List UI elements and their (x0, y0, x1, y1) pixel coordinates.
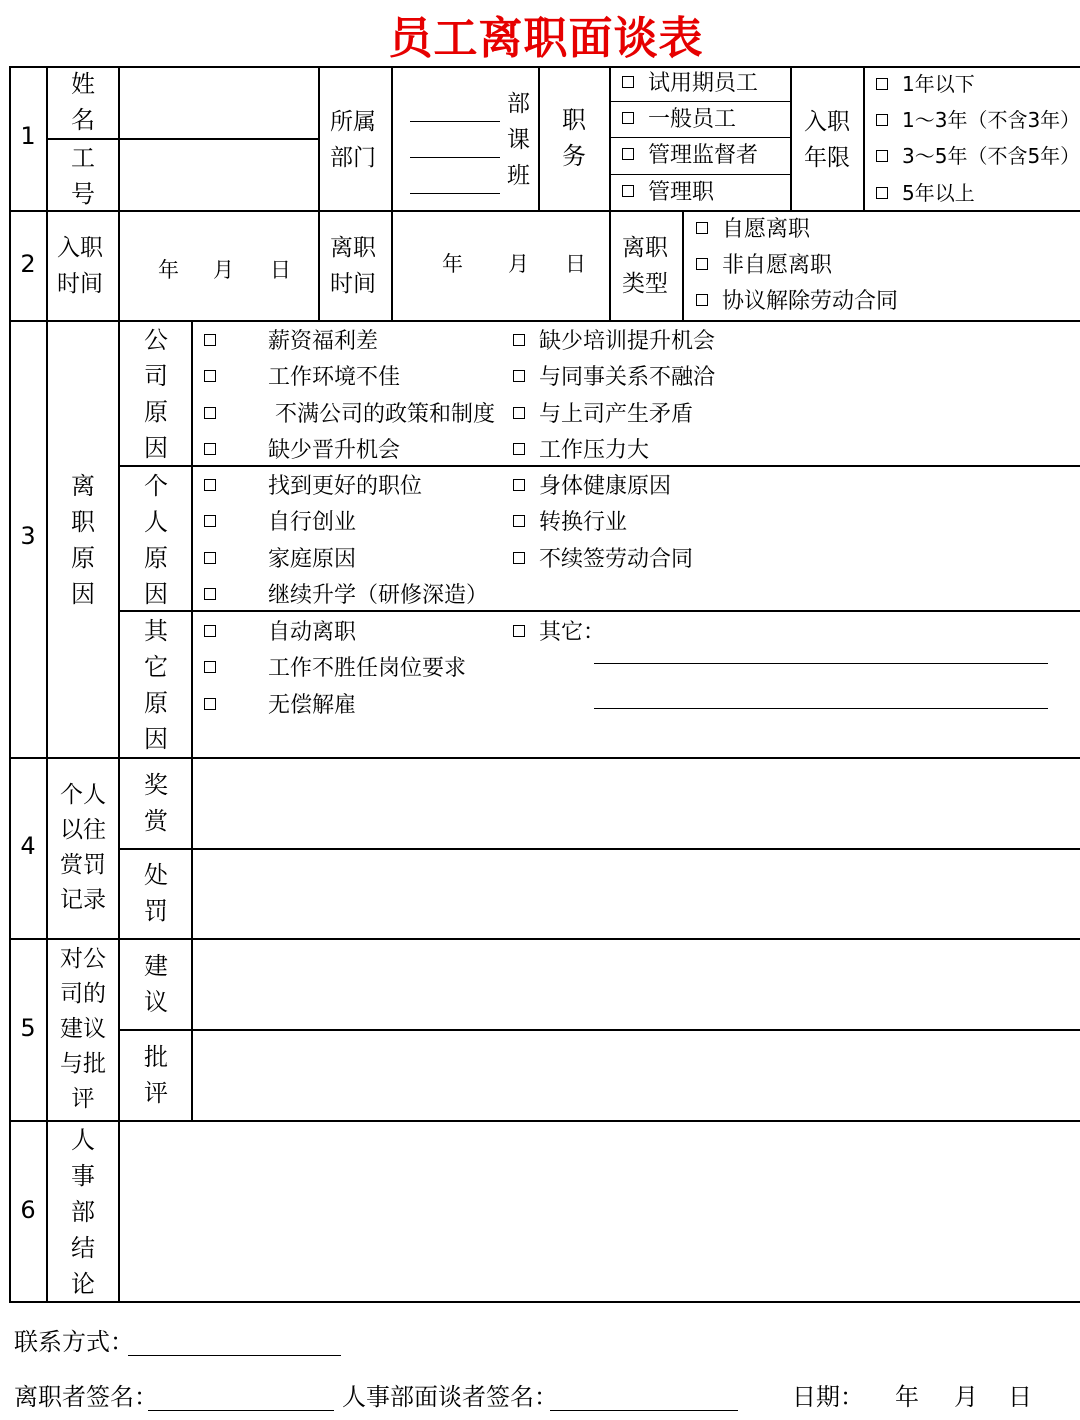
checkbox[interactable] (513, 552, 525, 564)
personal-reason-left-2[interactable] (204, 542, 356, 578)
suggest-label: 建 议 (144, 952, 168, 1016)
tenure-option-2[interactable]: 1～3年（不含3年） (876, 102, 1080, 138)
row-number-1: 1 (20, 122, 36, 150)
checkbox[interactable] (513, 515, 525, 527)
personal-reason-left-1[interactable] (204, 505, 356, 541)
checkbox[interactable] (622, 185, 634, 197)
other-reason-right-0[interactable] (513, 615, 605, 651)
checkbox[interactable] (513, 443, 525, 455)
company-reason-right-3[interactable] (513, 433, 649, 469)
grid-line (609, 66, 611, 321)
tenure-option-4[interactable]: 5年以上 (876, 175, 975, 211)
reward-field[interactable] (193, 760, 1070, 848)
name-label: 姓 名 (71, 70, 95, 134)
other-reason-blank-1[interactable] (594, 663, 1048, 664)
leave-type-involuntary[interactable]: 非自愿离职 (696, 248, 832, 284)
personal-reason-right-1[interactable] (513, 505, 627, 541)
hr-conclusion-label: 人 事 部 结 论 (71, 1126, 95, 1298)
tenure-option-3[interactable]: 3～5年（不含5年） (876, 138, 1080, 174)
position-option-trial[interactable]: 试用期员工 (622, 66, 758, 102)
reason-text: 无偿解雇 (268, 692, 357, 718)
leave-type-label-2: 类型 (622, 271, 668, 297)
company-reason-left-0[interactable] (204, 324, 378, 360)
checkbox[interactable] (204, 588, 216, 600)
date-day: 日 (1008, 1383, 1032, 1411)
other-reason-left-0[interactable] (204, 615, 356, 651)
date-month: 月 (954, 1383, 978, 1411)
reason-text: 工作环境不佳 (268, 365, 401, 391)
checkbox[interactable] (513, 334, 525, 346)
row-number-4: 4 (20, 832, 36, 860)
name-field[interactable] (121, 68, 318, 138)
dept-unit-bu: 部 (507, 91, 530, 117)
checkbox[interactable] (513, 479, 525, 491)
reason-text: 转换行业 (539, 510, 628, 536)
position-option-general[interactable]: 一般员工 (622, 102, 736, 138)
employee-id-label: 工 号 (71, 144, 95, 208)
critique-label: 批 评 (144, 1043, 168, 1107)
checkbox[interactable] (204, 370, 216, 382)
hr-sign-field[interactable] (550, 1410, 738, 1411)
join-day: 日 (270, 258, 291, 282)
leave-month: 月 (508, 252, 529, 276)
reason-text: 身体健康原因 (539, 474, 672, 499)
reason-label: 离 职 原 因 (71, 472, 95, 608)
company-reason-left-1[interactable] (204, 360, 400, 396)
checkbox[interactable] (876, 187, 888, 199)
company-reason-left-3[interactable] (204, 433, 400, 469)
dept-unit-ban: 班 (507, 163, 530, 189)
leave-type-label-1: 离职 (622, 235, 668, 261)
row-number-6: 6 (20, 1196, 36, 1224)
checkbox[interactable] (696, 258, 708, 270)
checkbox[interactable] (513, 407, 525, 419)
grid-line (790, 66, 792, 211)
dept-blank-1[interactable] (410, 121, 500, 122)
checkbox[interactable] (696, 222, 708, 234)
checkbox[interactable] (204, 698, 216, 710)
suggestion-criticism-label: 对公 司的 建议 与批 评 (60, 946, 106, 1112)
reason-text: 与上司产生矛盾 (539, 401, 694, 427)
leave-type-voluntary[interactable]: 自愿离职 (696, 212, 810, 248)
company-reason-right-2[interactable] (513, 397, 693, 433)
date-label: 日期： (792, 1383, 864, 1411)
reason-text: 工作压力大 (539, 437, 650, 463)
checkbox[interactable] (513, 625, 525, 637)
personal-reason-right-2[interactable] (513, 542, 693, 578)
checkbox[interactable] (876, 114, 888, 126)
reason-text: 其它： (539, 620, 606, 645)
hr-sign-label: 人事部面谈者签名： (342, 1383, 558, 1411)
checkbox[interactable] (204, 334, 216, 346)
leave-year: 年 (442, 252, 463, 276)
checkbox[interactable] (204, 625, 216, 637)
suggest-field[interactable] (193, 941, 1070, 1029)
checkbox[interactable] (204, 515, 216, 527)
other-reason-left-2[interactable] (204, 688, 356, 724)
row-number-2: 2 (20, 250, 36, 278)
other-reason-label: 其 它 原 因 (144, 617, 168, 753)
grid-line (9, 1120, 1080, 1122)
leaver-sign-label: 离职者签名： (14, 1383, 158, 1411)
leave-day: 日 (565, 252, 586, 276)
personal-reason-right-0[interactable] (513, 469, 671, 505)
checkbox[interactable] (204, 552, 216, 564)
reason-text: 缺少晋升机会 (268, 437, 401, 463)
checkbox[interactable] (622, 148, 634, 160)
personal-reason-left-3[interactable] (204, 578, 488, 614)
reason-text: 继续升学（研修深造） (268, 582, 489, 608)
position-option-management[interactable]: 管理职 (622, 175, 714, 211)
reward-record-label: 个人 以往 赏罚 记录 (60, 782, 106, 913)
reason-text: 自行创业 (268, 510, 357, 536)
hr-conclusion-field[interactable] (121, 1123, 1070, 1301)
tenure-option-1[interactable]: 1年以下 (876, 66, 975, 102)
checkbox[interactable] (513, 370, 525, 382)
checkbox[interactable] (622, 76, 634, 88)
personal-reason-label: 个 人 原 因 (144, 472, 168, 608)
checkbox[interactable] (876, 150, 888, 162)
grid-line (118, 210, 120, 321)
reason-text: 与同事关系不融洽 (539, 365, 716, 391)
tenure-label-1: 入职 (804, 109, 850, 135)
join-time-label-1: 入职 (57, 235, 103, 261)
position-label: 职 务 (562, 106, 586, 170)
row-number-5: 5 (20, 1014, 36, 1042)
leave-time-label-2: 时间 (330, 271, 376, 297)
reason-text: 不满公司的政策和制度 (268, 401, 495, 427)
contact-label: 联系方式： (14, 1328, 134, 1356)
dept-unit-ke: 课 (507, 127, 530, 153)
reason-text: 缺少培训提升机会 (539, 329, 716, 354)
grid-line (318, 66, 320, 321)
position-option-supervisor[interactable]: 管理监督者 (622, 138, 758, 174)
punish-field[interactable] (193, 850, 1070, 938)
join-year: 年 (158, 258, 179, 282)
grid-line (9, 938, 1080, 940)
reason-text: 不续签劳动合同 (539, 546, 694, 572)
reward-label: 奖 赏 (144, 771, 168, 835)
checkbox[interactable] (204, 443, 216, 455)
company-reason-label: 公 司 原 因 (144, 326, 168, 462)
company-reason-right-0[interactable] (513, 324, 715, 360)
leave-time-label-1: 离职 (330, 235, 376, 261)
grid-line (9, 1301, 1080, 1303)
grid-line (391, 66, 393, 321)
dept-blank-2[interactable] (410, 157, 500, 158)
leaver-sign-field[interactable] (148, 1410, 334, 1411)
critique-field[interactable] (193, 1031, 1070, 1119)
row-number-3: 3 (20, 522, 36, 550)
grid-line (863, 66, 865, 211)
tenure-label-2: 年限 (804, 145, 850, 171)
dept-label-1: 所属 (330, 109, 376, 135)
checkbox[interactable] (622, 112, 634, 124)
page-title: 员工离职面谈表 (388, 13, 704, 64)
checkbox[interactable] (204, 407, 216, 419)
reason-text: 薪资福利差 (268, 329, 379, 354)
grid-line (682, 210, 684, 321)
other-reason-left-1[interactable] (204, 651, 466, 687)
join-month: 月 (213, 258, 234, 282)
reason-text: 自动离职 (268, 620, 357, 645)
date-year: 年 (895, 1383, 919, 1411)
employee-id-field[interactable] (121, 140, 318, 210)
checkbox[interactable] (204, 661, 216, 673)
other-reason-blank-2[interactable] (594, 708, 1048, 709)
checkbox[interactable] (876, 78, 888, 90)
reason-text: 家庭原因 (268, 546, 357, 572)
join-time-label-2: 时间 (57, 271, 103, 297)
dept-label-2: 部门 (330, 145, 376, 171)
reason-text: 工作不胜任岗位要求 (268, 656, 467, 682)
grid-line (9, 757, 1080, 759)
company-reason-left-2[interactable] (204, 397, 495, 433)
personal-reason-left-0[interactable] (204, 469, 422, 505)
dept-blank-3[interactable] (410, 193, 500, 194)
leave-type-agreement[interactable]: 协议解除劳动合同 (696, 284, 898, 320)
punish-label: 处 罚 (144, 861, 168, 925)
checkbox[interactable] (204, 479, 216, 491)
company-reason-right-1[interactable] (513, 360, 715, 396)
reason-text: 找到更好的职位 (268, 474, 423, 499)
contact-field[interactable] (128, 1355, 341, 1356)
checkbox[interactable] (696, 294, 708, 306)
